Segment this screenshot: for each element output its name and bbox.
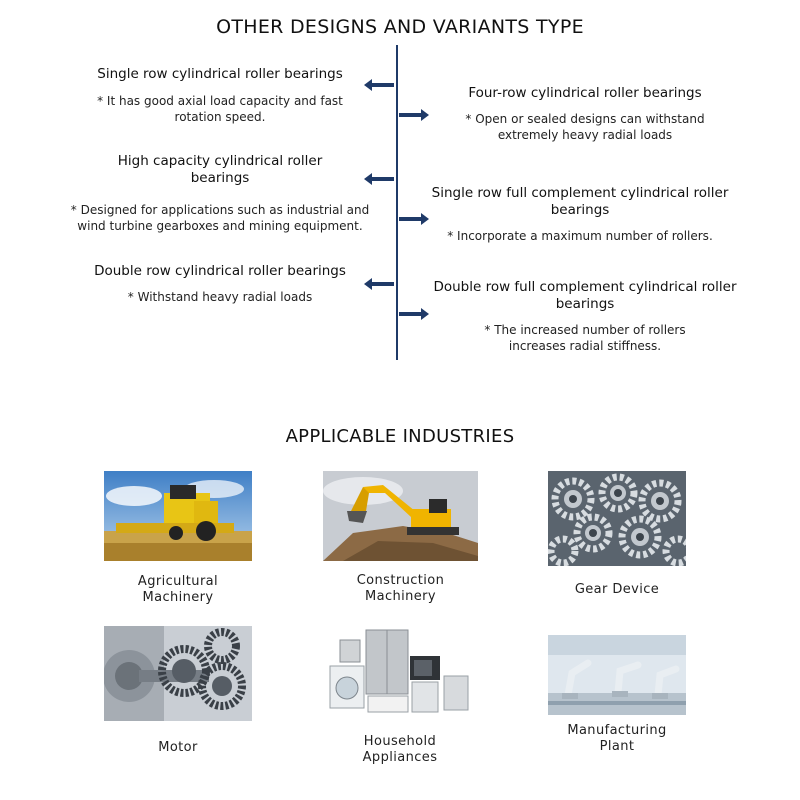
industries-title: APPLICABLE INDUSTRIES — [285, 426, 515, 447]
arrow-right-icon — [399, 308, 429, 320]
industry-tile-construction — [323, 471, 478, 605]
industry-label: Motor — [158, 740, 198, 755]
industry-label: Construction Machinery — [356, 573, 445, 604]
motor-gears-photo — [104, 626, 252, 721]
design-note: * The increased number of rollers increases radial stiffness. — [484, 323, 686, 353]
design-heading: Four-row cylindrical roller bearings — [468, 85, 702, 101]
industry-tile-household — [326, 626, 474, 766]
industry-tile-motor — [104, 626, 252, 756]
design-heading: Single row full complement cylindrical roller bearings — [431, 185, 729, 218]
household-appliances-photo — [326, 626, 474, 718]
industry-tile-manufacturing — [548, 635, 686, 755]
design-left-1 — [70, 66, 370, 125]
design-note: * Withstand heavy radial loads — [127, 290, 313, 304]
design-right-1 — [430, 85, 740, 143]
industry-label: Household Appliances — [362, 734, 438, 765]
design-left-2 — [95, 153, 345, 187]
design-note: * Designed for applications such as industrial and wind turbine gearboxes and mining equipment. — [70, 203, 370, 233]
design-left-3 — [60, 263, 380, 305]
design-note: * Open or sealed designs can withstand extremely heavy radial loads — [465, 112, 705, 142]
industry-label: Gear Device — [574, 582, 660, 597]
design-left-2-note — [70, 202, 370, 234]
gears-photo — [548, 471, 686, 566]
combine-harvester-photo — [104, 471, 252, 561]
design-right-3 — [430, 279, 740, 354]
design-heading: Double row full complement cylindrical roller bearings — [433, 279, 737, 312]
industry-label: Manufacturing Plant — [567, 723, 667, 754]
design-heading: Double row cylindrical roller bearings — [94, 263, 346, 279]
excavator-photo — [323, 471, 478, 561]
arrow-right-icon — [399, 109, 429, 121]
timeline-line — [396, 45, 398, 360]
industry-tile-agricultural — [104, 471, 252, 606]
industry-label: Agricultural Machinery — [137, 574, 219, 605]
design-heading: High capacity cylindrical roller bearings — [117, 153, 323, 186]
design-right-2 — [420, 185, 740, 244]
design-note: * Incorporate a maximum number of rollers. — [447, 229, 713, 243]
arrow-left-icon — [364, 173, 394, 185]
design-heading: Single row cylindrical roller bearings — [97, 66, 343, 82]
designs-title: OTHER DESIGNS AND VARIANTS TYPE — [216, 16, 584, 38]
industry-tile-gear — [548, 471, 686, 598]
design-note: * It has good axial load capacity and fast rotation speed. — [97, 94, 343, 124]
robot-factory-photo — [548, 635, 686, 715]
